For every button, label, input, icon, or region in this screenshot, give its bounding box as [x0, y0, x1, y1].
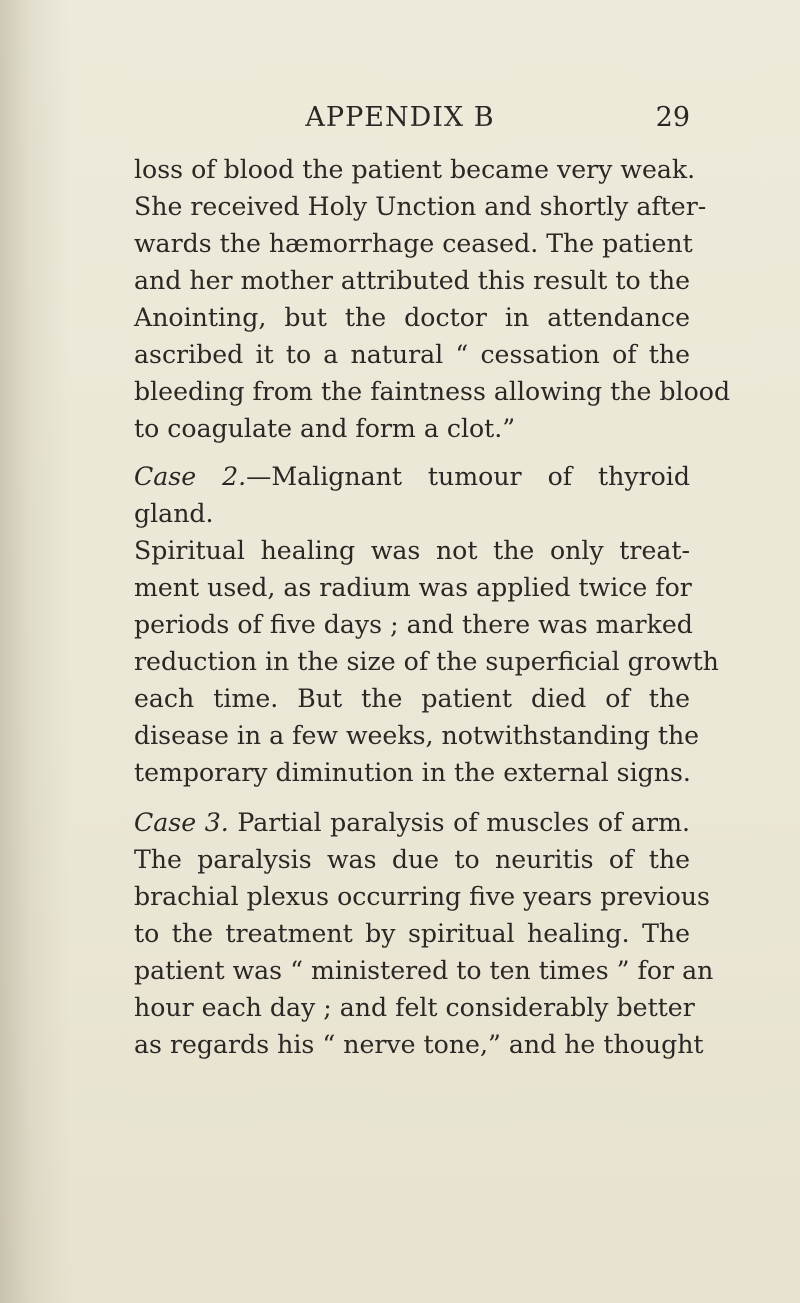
running-head-title: APPENDIX B	[305, 102, 495, 133]
text-line: and her mother attributed this result to the	[134, 266, 690, 295]
text-line	[134, 804, 690, 841]
text-line: temporary diminution in the external signs.	[134, 758, 691, 787]
text-line: brachial plexus occurring five years previous	[134, 882, 710, 911]
case-description: —Malignant tumour of thyroid	[246, 462, 690, 491]
text-line: ascribed it to a natural “ cessation of the	[134, 340, 690, 369]
paragraph-case-2-heading	[134, 458, 690, 532]
text-line: gland.	[134, 499, 214, 528]
text-line: as regards his “ nerve tone,” and he thought	[134, 1030, 704, 1059]
text-line: hour each day ; and felt considerably better	[134, 993, 695, 1022]
text-line: patient was “ ministered to ten times ” for an	[134, 956, 714, 985]
case-label: Case 2.	[134, 462, 247, 491]
body-text	[134, 151, 731, 1063]
text-line: Spiritual healing was not the only treat-	[134, 536, 690, 565]
page-number: 29	[655, 102, 690, 133]
text-line: each time. But the patient died of the	[134, 684, 690, 713]
text-line: bleeding from the faintness allowing the blood	[134, 377, 731, 406]
running-head	[140, 98, 690, 138]
paragraph-case-3-body	[134, 841, 714, 1063]
text-line: to the treatment by spiritual healing. The	[134, 919, 690, 948]
case-label: Case 3.	[134, 808, 229, 837]
text-line: The paralysis was due to neuritis of the	[134, 845, 690, 874]
paragraph-case-3-heading	[134, 804, 690, 841]
text-line: periods of five days ; and there was marked	[134, 610, 693, 639]
text-line: wards the hæmorrhage ceased. The patient	[134, 229, 693, 258]
text-line: ment used, as radium was applied twice for	[134, 573, 692, 602]
text-line	[134, 458, 690, 495]
paragraph-case-1-continuation	[134, 151, 731, 447]
text-line: to coagulate and form a clot.”	[134, 414, 516, 443]
text-line: She received Holy Unction and shortly after-	[134, 192, 707, 221]
text-line: loss of blood the patient became very weak.	[134, 155, 696, 184]
text-line: Anointing, but the doctor in attendance	[134, 303, 690, 332]
text-line: disease in a few weeks, notwithstanding the	[134, 721, 700, 750]
text-line: reduction in the size of the superficial growth	[134, 647, 719, 676]
case-description: Partial paralysis of muscles of arm.	[228, 808, 690, 837]
paragraph-case-2-body	[134, 532, 719, 791]
